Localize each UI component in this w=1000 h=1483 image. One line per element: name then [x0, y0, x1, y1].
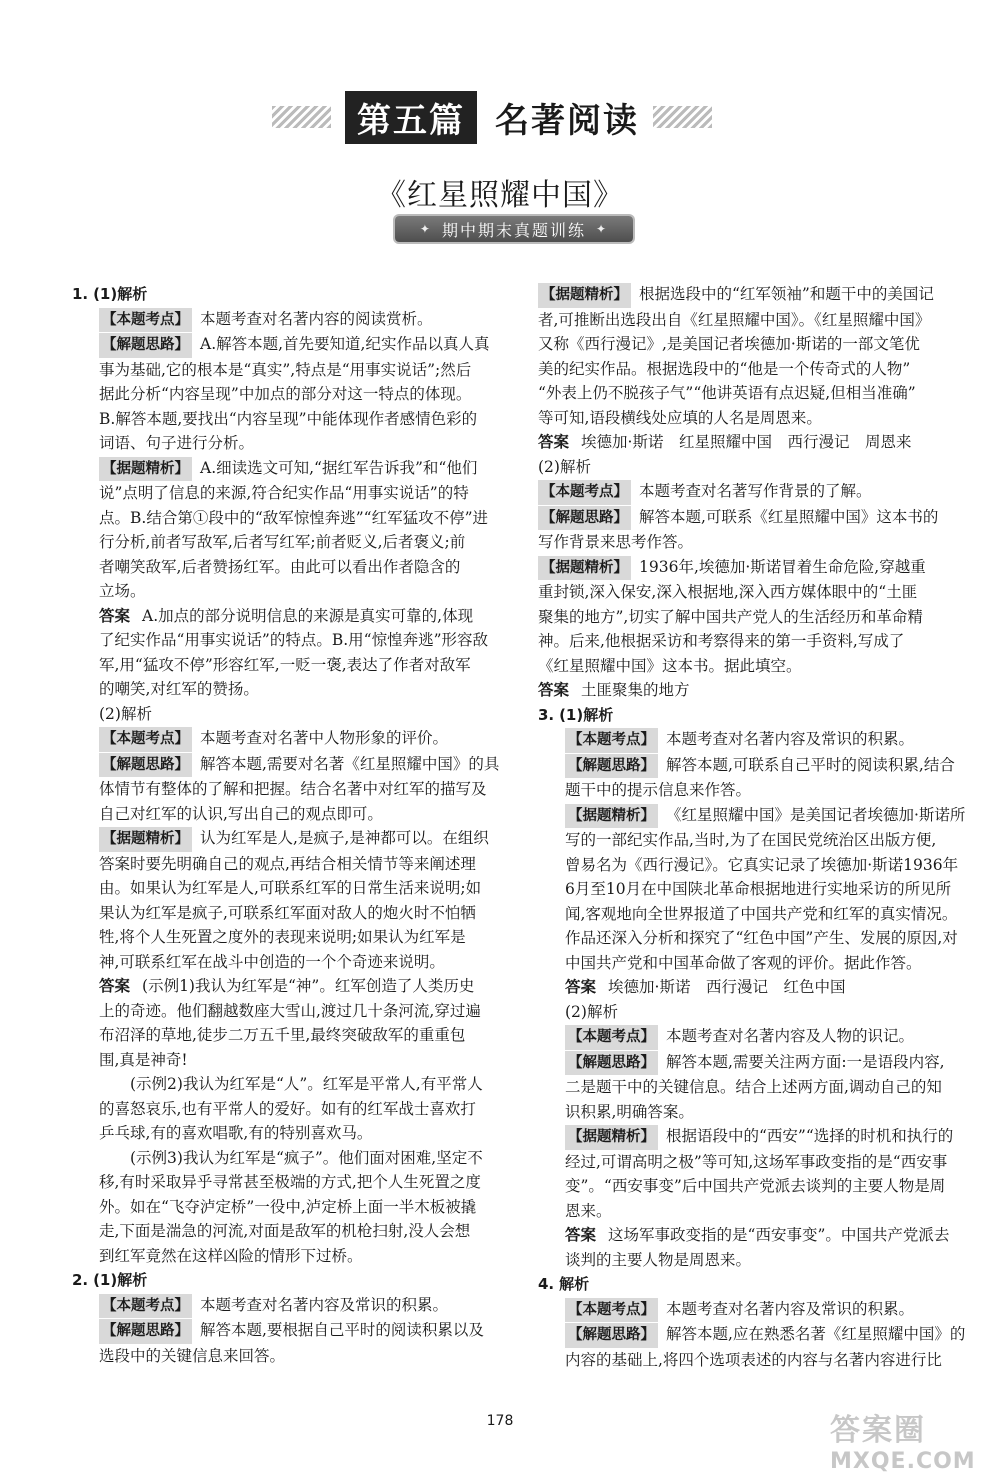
text-line: 者嘲笑敌军,后者赞扬红军。由此可以看出作者隐含的 — [99, 557, 461, 576]
knowledge-point: 【本题考点】 本题考查对名著内容及常识的积累。 — [72, 1293, 512, 1319]
knowledge-point: 【本题考点】 本题考查对名著内容及人物的识记。 — [538, 1024, 978, 1050]
tag-label: 【解题思路】 — [99, 333, 192, 358]
banner-text: 期中期末真题训练 — [441, 220, 586, 240]
tag-label: 【解题思路】 — [99, 753, 192, 778]
question-number: 2. — [72, 1271, 89, 1289]
question-3-header — [538, 703, 978, 728]
section-banner — [395, 216, 633, 242]
question-number: 1. — [72, 285, 89, 303]
tag-label: 【本题考点】 — [99, 308, 192, 333]
text-line: 重封锁,深入保安,深入根据地,深入西方媒体眼中的“土匪 — [538, 583, 918, 601]
answer-line: 答案 土匪聚集的地方 — [538, 681, 690, 699]
answer-label: 答案 — [99, 977, 131, 995]
answer-label: 答案 — [565, 978, 597, 996]
watermark-logo: 答案圈 — [830, 1413, 926, 1448]
approach-line: 【解题思路】 解答本题,可联系自己平时的阅读积累,结合 — [538, 753, 978, 779]
knowledge-point: 【本题考点】 本题考查对名著写作背景的了解。 — [538, 479, 978, 505]
approach-line: 【解题思路】 解答本题,可联系《红星照耀中国》这本书的 — [538, 505, 978, 531]
question-1-header — [72, 282, 512, 307]
approach-line: 【解题思路】 解答本题,需要对名著《红星照耀中国》的具 — [72, 752, 512, 778]
text-line: 二是题干中的关键信息。结合上述两方面,调动自己的知 — [565, 1078, 942, 1096]
text-line: 行分析,前者写敌军,后者写红军;前者贬义,后者褒义;前 — [99, 533, 466, 551]
evidence-line: 【据题精析】 根据语段中的“西安”“选择的时机和执行的 — [538, 1124, 978, 1150]
text-line: 变”。“西安事变”后中国共产党派去谈判的主要人物是周 — [565, 1177, 946, 1195]
text-line: 作品还深入分析和探究了“红色中国”产生、发展的原因,对 — [565, 929, 958, 947]
answer-label: 答案 — [99, 606, 131, 625]
tag-label: 【本题考点】 — [99, 727, 192, 752]
text-line: 立场。 — [99, 582, 146, 600]
answer-line: 答案 埃德加·斯诺 红星照耀中国 西行漫记 周恩来 — [538, 433, 912, 451]
text-line: 题干中的提示信息来作答。 — [565, 781, 752, 799]
text-line: 军,用“猛攻不停”形容红军,一贬一褒,表达了作者对敌军 — [99, 655, 471, 674]
knowledge-point: 【本题考点】 本题考查对名著内容的阅读赏析。 — [72, 307, 512, 333]
text-line: 说”点明了信息的来源,符合纪实作品“用事实说话”的特 — [99, 484, 469, 502]
tag-label: 【据题精析】 — [99, 457, 192, 482]
answer-line: 答案 A.加点的部分说明信息的来源是真实可靠的,体现 — [99, 606, 474, 625]
chapter-number: 第五篇 — [345, 91, 477, 144]
left-column — [72, 282, 512, 1368]
answer-line: 答案 这场军事政变指的是“西安事变”。中国共产党派去 — [565, 1226, 950, 1244]
text-line: (示例3)我认为红军是“疯子”。他们面对困难,坚定不 — [130, 1148, 483, 1167]
tag-label: 【本题考点】 — [99, 1294, 192, 1319]
answer-label: 答案 — [538, 681, 570, 699]
right-column — [538, 282, 978, 1372]
text-line: 的喜怒哀乐,也有平常人的爱好。如有的红军战士喜欢打 — [99, 1099, 476, 1118]
knowledge-point: 【本题考点】 本题考查对名著内容及常识的积累。 — [538, 727, 978, 753]
part-label: (2)解析 — [99, 704, 152, 723]
sparkle-icon: ✦ — [419, 222, 432, 236]
text-line: 事为基础,它的根本是“真实”,特点是“用事实说话”;然后 — [99, 360, 472, 379]
text-line: 由。如果认为红军是人,可联系红军的日常生活来说明;如 — [99, 879, 482, 897]
tag-label: 【据题精析】 — [565, 804, 658, 829]
text-line: 到红军竟然在这样凶险的情形下过桥。 — [99, 1246, 363, 1265]
text-line: 6月至10月在中国陕北革命根据地进行实地采访的所见所 — [565, 880, 952, 898]
question-2-header — [72, 1268, 512, 1293]
text-line: 点。B.结合第①段中的“敌军惊惶奔逃”“红军猛攻不停”进 — [99, 508, 489, 527]
approach-line: 【解题思路】 解答本题,要根据自己平时的阅读积累以及 — [72, 1318, 512, 1344]
tag-label: 【解题思路】 — [565, 754, 658, 779]
decor-stripe-left — [272, 106, 331, 128]
text-line: 内容的基础上,将四个选项表述的内容与名著内容进行比 — [565, 1350, 942, 1369]
text-line: 经过,可谓高明之极”等可知,这场军事政变指的是“西安事 — [565, 1152, 948, 1171]
text-line: 选段中的关键信息来回答。 — [99, 1346, 286, 1365]
text-line: 闻,客观地向全世界报道了中国共产党和红军的真实情况。 — [565, 904, 958, 923]
tag-label: 【据题精析】 — [565, 1125, 658, 1150]
text-line: 果认为红军是疯子,可联系红军面对敌人的炮火时不怕牺 — [99, 903, 476, 922]
text-line: 了纪实作品“用事实说话”的特点。B.用“惊惶奔逃”形容敌 — [99, 631, 489, 649]
text-line: 恩来。 — [565, 1201, 612, 1220]
part-label: (2)解析 — [538, 457, 591, 476]
text-line: 聚集的地方”,切实了解中国共产党人的生活经历和革命精 — [538, 607, 923, 626]
text-line: 体情节有整体的了解和把握。结合名著中对红军的描写及 — [99, 780, 487, 798]
text-line: 又称《西行漫记》,是美国记者埃德加·斯诺的一部文笔优 — [538, 335, 920, 353]
evidence-line: 【据题精析】 1936年,埃德加·斯诺冒着生命危险,穿越重 — [538, 555, 978, 581]
text-line: 自己对红军的认识,写出自己的观点即可。 — [99, 804, 383, 823]
text-line: 外。如在“飞夺泸定桥”一役中,泸定桥上面一半木板被撬 — [99, 1197, 477, 1216]
text-line: 识积累,明确答案。 — [565, 1102, 694, 1121]
knowledge-point: 【本题考点】 本题考查对名著内容及常识的积累。 — [538, 1297, 978, 1323]
text-line: 神,可联系红军在战斗中创造的一个个奇迹来说明。 — [99, 952, 445, 971]
part-label: (1)解析 — [559, 705, 614, 724]
page-number: 178 — [486, 1413, 514, 1429]
text-line: 据此分析“内容呈现”中加点的部分对这一特点的体现。 — [99, 385, 472, 403]
question-4-header — [538, 1272, 978, 1297]
watermark-url: MXQE.COM — [830, 1449, 976, 1474]
part-label: 解析 — [559, 1275, 590, 1293]
text-line: B.解答本题,要找出“内容呈现”中能体现作者感情色彩的 — [99, 409, 478, 428]
text-line: 曾易名为《西行漫记》。它真实记录了埃德加·斯诺1936年 — [565, 855, 959, 874]
tag-label: 【本题考点】 — [538, 480, 631, 505]
text-line: 的嘲笑,对红军的赞扬。 — [99, 680, 259, 698]
text-line: 美的纪实作品。根据选段中的“他是一个传奇式的人物” — [538, 359, 911, 378]
text-line: 《红星照耀中国》这本书。据此填空。 — [538, 656, 802, 675]
text-line: 中国共产党和中国革命做了客观的评价。据此作答。 — [565, 953, 922, 972]
tag-label: 【解题思路】 — [538, 506, 631, 531]
knowledge-point: 【本题考点】 本题考查对名著中人物形象的评价。 — [72, 726, 512, 752]
text-line: 等可知,语段横线处应填的人名是周恩来。 — [538, 408, 822, 427]
tag-label: 【据题精析】 — [538, 556, 631, 581]
tag-label: 【本题考点】 — [565, 728, 658, 753]
text-line: (示例2)我认为红军是“人”。红军是平常人,有平常人 — [130, 1075, 483, 1093]
text-line: 上的奇迹。他们翻越数座大雪山,渡过几十条河流,穿过遍 — [99, 1001, 481, 1020]
chapter-heading — [272, 92, 712, 142]
answer-line: 答案 (示例1)我认为红军是“神”。红军创造了人类历史 — [99, 977, 475, 995]
sparkle-icon: ✦ — [596, 222, 609, 236]
part-label: (1)解析 — [93, 285, 148, 303]
text-line: 写的一部纪实作品,当时,为了在国民党统治区出版方便, — [565, 831, 937, 849]
text-line: 神。后来,他根据采访和考察得来的第一手资料,写成了 — [538, 632, 905, 650]
approach-line: 【解题思路】 A.解答本题,首先要知道,纪实作品以真人真 — [72, 332, 512, 358]
decor-stripe-right — [653, 106, 712, 128]
answer-line: 答案 埃德加·斯诺 西行漫记 红色中国 — [565, 978, 846, 996]
question-number: 3. — [538, 705, 555, 724]
text-line: “外表上仍不脱孩子气”“他讲英语有点迟疑,但相当准确” — [538, 384, 916, 402]
tag-label: 【解题思路】 — [565, 1051, 658, 1076]
answer-label: 答案 — [565, 1226, 597, 1244]
evidence-line: 【据题精析】 认为红军是人,是疯子,是神都可以。在组织 — [72, 826, 512, 852]
question-number: 4. — [538, 1275, 555, 1293]
text-line: 写作背景来思考作答。 — [538, 533, 694, 551]
text-line: 答案时要先明确自己的观点,再结合相关情节等来阐述理 — [99, 854, 476, 873]
text-line: 词语、句子进行分析。 — [99, 434, 255, 452]
evidence-line: 【据题精析】 《红星照耀中国》是美国记者埃德加·斯诺所 — [538, 803, 978, 829]
evidence-line: 【据题精析】 根据选段中的“红军领袖”和题干中的美国记 — [538, 282, 978, 308]
watermark — [830, 1405, 980, 1475]
tag-label: 【解题思路】 — [99, 1319, 192, 1344]
tag-label: 【本题考点】 — [565, 1025, 658, 1050]
approach-line: 【解题思路】 解答本题,需要关注两方面:一是语段内容, — [538, 1050, 978, 1076]
tag-label: 【本题考点】 — [565, 1298, 658, 1323]
text-line: 者,可推断出选段出自《红星照耀中国》。《红星照耀中国》 — [538, 310, 931, 329]
book-title: 《红星照耀中国》 — [376, 178, 624, 213]
text-line: 牲,将个人生死置之度外的表现来说明;如果认为红军是 — [99, 928, 466, 946]
part-label: (2)解析 — [565, 1002, 618, 1021]
approach-line: 【解题思路】 解答本题,应在熟悉名著《红星照耀中国》的 — [538, 1322, 978, 1348]
tag-label: 【据题精析】 — [538, 283, 631, 308]
text-line: 布沼泽的草地,徒步二万五千里,最终突破敌军的重重包 — [99, 1026, 466, 1044]
text-line: 走,下面是湍急的河流,对面是敌军的机枪扫射,没人会想 — [99, 1222, 471, 1240]
evidence-line: 【据题精析】 A.细读选文可知,“据红军告诉我”和“他们 — [72, 456, 512, 482]
answer-label: 答案 — [538, 433, 570, 451]
text-line: 谈判的主要人物是周恩来。 — [565, 1250, 752, 1269]
text-line: 围,真是神奇! — [99, 1050, 188, 1069]
tag-label: 【解题思路】 — [565, 1323, 658, 1348]
part-label: (1)解析 — [93, 1271, 148, 1289]
chapter-title: 名著阅读 — [495, 100, 639, 141]
tag-label: 【据题精析】 — [99, 827, 192, 852]
text-line: 乒乓球,有的喜欢唱歌,有的特别喜欢马。 — [99, 1124, 373, 1142]
text-line: 移,有时采取异乎寻常甚至极端的方式,把个人生死置之度 — [99, 1173, 481, 1191]
